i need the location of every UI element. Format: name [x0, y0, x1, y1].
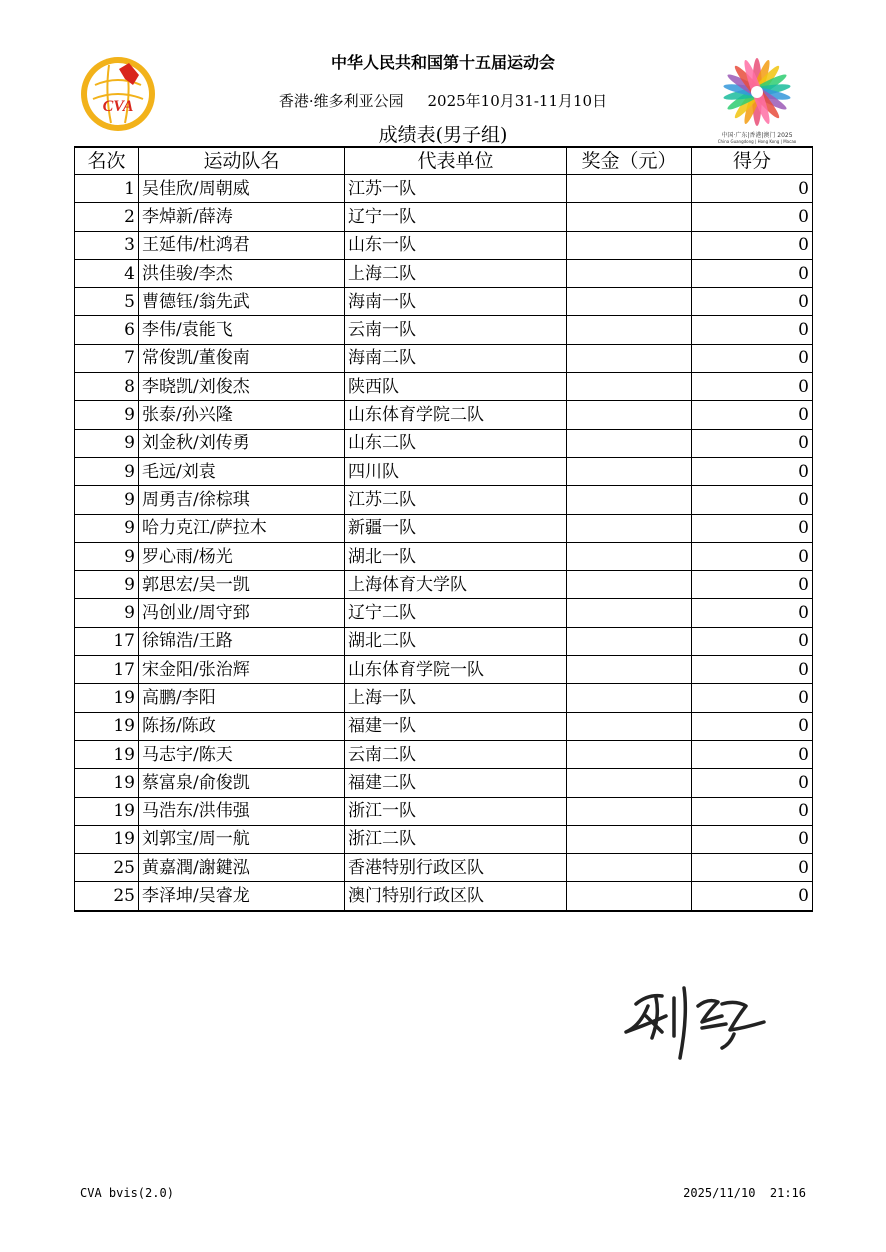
team-cell: 李泽坤/吴睿龙 — [139, 882, 345, 911]
prize-cell — [567, 684, 692, 712]
unit-cell: 湖北二队 — [345, 627, 567, 655]
rank-cell: 7 — [75, 344, 139, 372]
table-row — [75, 769, 813, 797]
games-logo-caption: 中国·广东|香港|澳门 2025 — [721, 132, 793, 139]
team-cell: 蔡富泉/俞俊凯 — [139, 769, 345, 797]
table-row — [75, 259, 813, 287]
team-cell: 黄嘉潤/謝鍵泓 — [139, 854, 345, 882]
score-cell: 0 — [692, 854, 813, 882]
prize-cell — [567, 769, 692, 797]
prize-cell — [567, 627, 692, 655]
team-cell: 宋金阳/张治辉 — [139, 656, 345, 684]
team-cell: 徐锦浩/王路 — [139, 627, 345, 655]
unit-cell: 上海一队 — [345, 684, 567, 712]
rank-cell: 19 — [75, 769, 139, 797]
prize-cell — [567, 344, 692, 372]
unit-cell: 海南二队 — [345, 344, 567, 372]
score-cell: 0 — [692, 882, 813, 911]
score-cell: 0 — [692, 514, 813, 542]
prize-cell — [567, 797, 692, 825]
unit-cell: 福建一队 — [345, 712, 567, 740]
prize-cell — [567, 542, 692, 570]
table-row — [75, 429, 813, 457]
prize-cell — [567, 259, 692, 287]
score-cell: 0 — [692, 429, 813, 457]
prize-cell — [567, 288, 692, 316]
unit-cell: 海南一队 — [345, 288, 567, 316]
prize-cell — [567, 656, 692, 684]
rank-cell: 19 — [75, 797, 139, 825]
team-cell: 罗心雨/杨光 — [139, 542, 345, 570]
prize-cell — [567, 599, 692, 627]
table-row — [75, 486, 813, 514]
score-cell: 0 — [692, 769, 813, 797]
unit-cell: 山东体育学院一队 — [345, 656, 567, 684]
table-row — [75, 542, 813, 570]
score-cell: 0 — [692, 203, 813, 231]
rank-cell: 9 — [75, 401, 139, 429]
team-cell: 王延伟/杜鸿君 — [139, 231, 345, 259]
score-cell: 0 — [692, 684, 813, 712]
rank-cell: 3 — [75, 231, 139, 259]
table-row — [75, 571, 813, 599]
team-cell: 常俊凯/董俊南 — [139, 344, 345, 372]
table-row — [75, 203, 813, 231]
score-cell: 0 — [692, 316, 813, 344]
team-cell: 李焯新/薛涛 — [139, 203, 345, 231]
prize-cell — [567, 854, 692, 882]
rank-cell: 17 — [75, 627, 139, 655]
rank-cell: 2 — [75, 203, 139, 231]
team-cell: 哈力克江/萨拉木 — [139, 514, 345, 542]
table-row — [75, 684, 813, 712]
score-cell: 0 — [692, 288, 813, 316]
team-cell: 张泰/孙兴隆 — [139, 401, 345, 429]
prize-cell — [567, 740, 692, 768]
table-row — [75, 316, 813, 344]
prize-cell — [567, 882, 692, 911]
table-row — [75, 514, 813, 542]
table-row — [75, 656, 813, 684]
rank-cell: 25 — [75, 882, 139, 911]
table-row — [75, 373, 813, 401]
team-cell: 马志宇/陈天 — [139, 740, 345, 768]
score-cell: 0 — [692, 486, 813, 514]
prize-cell — [567, 571, 692, 599]
score-cell: 0 — [692, 599, 813, 627]
rank-cell: 9 — [75, 486, 139, 514]
score-cell: 0 — [692, 712, 813, 740]
team-cell: 高鹏/李阳 — [139, 684, 345, 712]
rank-cell: 8 — [75, 373, 139, 401]
rank-cell: 5 — [75, 288, 139, 316]
unit-cell: 云南二队 — [345, 740, 567, 768]
score-cell: 0 — [692, 797, 813, 825]
unit-cell: 浙江二队 — [345, 825, 567, 853]
col-unit: 代表单位 — [345, 147, 567, 175]
team-cell: 刘郭宝/周一航 — [139, 825, 345, 853]
rank-cell: 9 — [75, 599, 139, 627]
prize-cell — [567, 514, 692, 542]
unit-cell: 江苏二队 — [345, 486, 567, 514]
unit-cell: 山东二队 — [345, 429, 567, 457]
unit-cell: 上海体育大学队 — [345, 571, 567, 599]
unit-cell: 陕西队 — [345, 373, 567, 401]
unit-cell: 山东一队 — [345, 231, 567, 259]
signature — [618, 976, 768, 1066]
score-cell: 0 — [692, 457, 813, 485]
games-logo-caption-en: China Guangdong | Hong Kong | Macao — [717, 139, 797, 144]
rank-cell: 9 — [75, 571, 139, 599]
score-cell: 0 — [692, 740, 813, 768]
unit-cell: 福建二队 — [345, 769, 567, 797]
unit-cell: 辽宁一队 — [345, 203, 567, 231]
unit-cell: 新疆一队 — [345, 514, 567, 542]
rank-cell: 19 — [75, 740, 139, 768]
table-row — [75, 854, 813, 882]
score-cell: 0 — [692, 627, 813, 655]
table-header-row — [75, 147, 813, 175]
prize-cell — [567, 429, 692, 457]
prize-cell — [567, 231, 692, 259]
team-cell: 洪佳骏/李杰 — [139, 259, 345, 287]
col-prize: 奖金（元） — [567, 147, 692, 175]
score-cell: 0 — [692, 656, 813, 684]
table-row — [75, 797, 813, 825]
score-cell: 0 — [692, 825, 813, 853]
rank-cell: 17 — [75, 656, 139, 684]
rank-cell: 6 — [75, 316, 139, 344]
team-cell: 李伟/袁能飞 — [139, 316, 345, 344]
table-row — [75, 712, 813, 740]
svg-text:CVA: CVA — [102, 98, 134, 115]
unit-cell: 上海二队 — [345, 259, 567, 287]
col-rank: 名次 — [75, 147, 139, 175]
unit-cell: 四川队 — [345, 457, 567, 485]
table-title: 成绩表(男子组) — [378, 124, 508, 146]
score-cell: 0 — [692, 259, 813, 287]
team-cell: 冯创业/周守郅 — [139, 599, 345, 627]
score-cell: 0 — [692, 175, 813, 203]
team-cell: 陈扬/陈政 — [139, 712, 345, 740]
prize-cell — [567, 486, 692, 514]
rank-cell: 19 — [75, 684, 139, 712]
prize-cell — [567, 175, 692, 203]
team-cell: 刘金秋/刘传勇 — [139, 429, 345, 457]
unit-cell: 湖北一队 — [345, 542, 567, 570]
unit-cell: 云南一队 — [345, 316, 567, 344]
table-row — [75, 344, 813, 372]
table-row — [75, 288, 813, 316]
results-table — [74, 146, 813, 912]
table-row — [75, 401, 813, 429]
team-cell: 马浩东/洪伟强 — [139, 797, 345, 825]
score-cell: 0 — [692, 571, 813, 599]
unit-cell: 辽宁二队 — [345, 599, 567, 627]
table-body — [75, 175, 813, 911]
unit-cell: 江苏一队 — [345, 175, 567, 203]
prize-cell — [567, 203, 692, 231]
table-row — [75, 175, 813, 203]
team-cell: 毛远/刘袁 — [139, 457, 345, 485]
table-row — [75, 740, 813, 768]
unit-cell: 澳门特别行政区队 — [345, 882, 567, 911]
team-cell: 吴佳欣/周朝威 — [139, 175, 345, 203]
rank-cell: 9 — [75, 457, 139, 485]
table-row — [75, 627, 813, 655]
col-team: 运动队名 — [139, 147, 345, 175]
footer-timestamp: 2025/11/10 21:16 — [683, 1186, 806, 1200]
col-score: 得分 — [692, 147, 813, 175]
score-cell: 0 — [692, 373, 813, 401]
rank-cell: 19 — [75, 825, 139, 853]
page-title: 中华人民共和国第十五届运动会 — [330, 53, 555, 72]
prize-cell — [567, 825, 692, 853]
rank-cell: 25 — [75, 854, 139, 882]
rank-cell: 4 — [75, 259, 139, 287]
prize-cell — [567, 401, 692, 429]
unit-cell: 浙江一队 — [345, 797, 567, 825]
venue-date: 香港·维多利亚公园 2025年10月31-11月10日 — [278, 92, 608, 110]
score-cell: 0 — [692, 542, 813, 570]
rank-cell: 1 — [75, 175, 139, 203]
prize-cell — [567, 373, 692, 401]
table-row — [75, 825, 813, 853]
score-cell: 0 — [692, 401, 813, 429]
rank-cell: 19 — [75, 712, 139, 740]
team-cell: 周勇吉/徐棕琪 — [139, 486, 345, 514]
score-cell: 0 — [692, 344, 813, 372]
table-row — [75, 457, 813, 485]
unit-cell: 香港特别行政区队 — [345, 854, 567, 882]
footer-software: CVA bvis(2.0) — [80, 1186, 174, 1200]
rank-cell: 9 — [75, 542, 139, 570]
rank-cell: 9 — [75, 429, 139, 457]
team-cell: 李晓凯/刘俊杰 — [139, 373, 345, 401]
prize-cell — [567, 316, 692, 344]
score-cell: 0 — [692, 231, 813, 259]
team-cell: 郭思宏/吴一凯 — [139, 571, 345, 599]
unit-cell: 山东体育学院二队 — [345, 401, 567, 429]
prize-cell — [567, 712, 692, 740]
rank-cell: 9 — [75, 514, 139, 542]
team-cell: 曹德钰/翁先武 — [139, 288, 345, 316]
prize-cell — [567, 457, 692, 485]
table-row — [75, 231, 813, 259]
table-row — [75, 599, 813, 627]
table-row — [75, 882, 813, 911]
